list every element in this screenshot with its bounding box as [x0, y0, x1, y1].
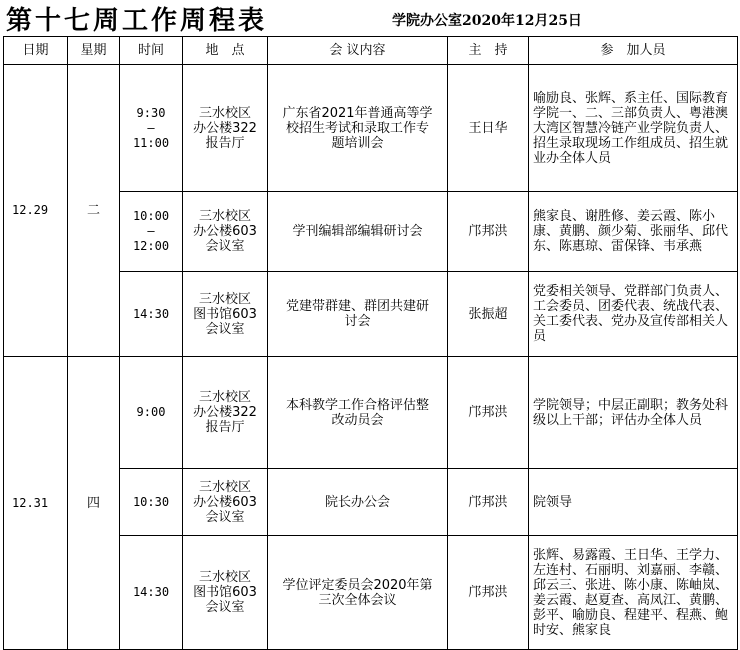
- host-cell: 王日华: [448, 65, 529, 192]
- content-cell: 党建带群建、群团共建研讨会: [268, 272, 448, 357]
- host-cell: 邝邦洪: [448, 536, 529, 650]
- place-cell: 三水校区办公楼322报告厅: [183, 357, 268, 469]
- content-cell: 学刊编辑部编辑研讨会: [268, 192, 448, 272]
- host-cell: 邝邦洪: [448, 469, 529, 536]
- col-host: 主 持: [448, 37, 529, 65]
- page-title: 第十七周工作周程表: [6, 6, 268, 36]
- content-cell: 学位评定委员会2020年第三次全体会议: [268, 536, 448, 650]
- participants-cell: 学院领导；中层正副职；教务处科级以上干部；评估办全体人员: [529, 357, 738, 469]
- host-cell: 邝邦洪: [448, 192, 529, 272]
- participants-cell: 党委相关领导、党群部门负责人、工会委员、团委代表、统战代表、关工委代表、党办及宣传部相关人员: [529, 272, 738, 357]
- table-row: [4, 357, 738, 469]
- weekday-cell: 二: [68, 65, 120, 357]
- date-cell: 12.29: [4, 65, 68, 357]
- col-time: 时间: [120, 37, 183, 65]
- col-place: 地 点: [183, 37, 268, 65]
- host-cell: 邝邦洪: [448, 357, 529, 469]
- content-cell: 本科教学工作合格评估整改动员会: [268, 357, 448, 469]
- office-date: 学院办公室2020年12月25日: [392, 13, 582, 29]
- place-cell: 三水校区办公楼603会议室: [183, 192, 268, 272]
- content-cell: 院长办公会: [268, 469, 448, 536]
- col-date: 日期: [4, 37, 68, 65]
- participants-cell: 张辉、易露霞、王日华、王学力、左连村、石丽明、刘嘉丽、李赣、邱云三、张进、陈小康、陈岫岚、姜云霞、赵夏查、高凤江、黄鹏、彭平、喻励良、程建平、程燕、鲍时安、熊家良: [529, 536, 738, 650]
- date-cell: 12.31: [4, 357, 68, 650]
- place-cell: 三水校区办公楼322报告厅: [183, 65, 268, 192]
- participants-cell: 熊家良、谢胜修、姜云霞、陈小康、黄鹏、颜少菊、张丽华、邱代东、陈惠琼、雷保锋、韦承燕: [529, 192, 738, 272]
- time-cell: 9:00: [120, 357, 183, 469]
- host-cell: 张振超: [448, 272, 529, 357]
- time-cell: 9:30 – 11:00: [120, 65, 183, 192]
- time-cell: 10:00 – 12:00: [120, 192, 183, 272]
- header-row: [4, 37, 738, 65]
- time-cell: 10:30: [120, 469, 183, 536]
- time-cell: 14:30: [120, 272, 183, 357]
- table-row: [4, 65, 738, 192]
- col-content: 会 议内容: [268, 37, 448, 65]
- col-weekday: 星期: [68, 37, 120, 65]
- time-cell: 14:30: [120, 536, 183, 650]
- place-cell: 三水校区图书馆603会议室: [183, 272, 268, 357]
- place-cell: 三水校区办公楼603会议室: [183, 469, 268, 536]
- content-cell: 广东省2021年普通高等学校招生考试和录取工作专题培训会: [268, 65, 448, 192]
- participants-cell: 喻励良、张辉、系主任、国际教育学院一、二、三部负责人、粤港澳大湾区智慧冷链产业学院负责人、招生录取现场工作组成员、招生就业办全体人员: [529, 65, 738, 192]
- weekday-cell: 四: [68, 357, 120, 650]
- participants-cell: 院领导: [529, 469, 738, 536]
- col-participants: 参 加人员: [529, 37, 738, 65]
- place-cell: 三水校区图书馆603会议室: [183, 536, 268, 650]
- schedule-table: [3, 36, 738, 650]
